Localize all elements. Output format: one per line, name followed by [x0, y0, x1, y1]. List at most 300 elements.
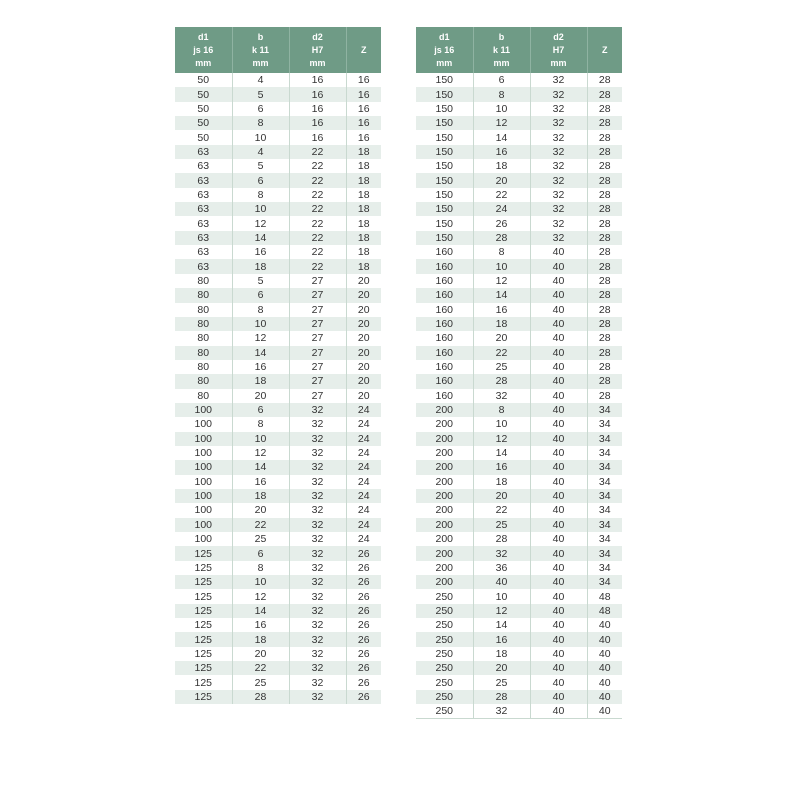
- cell-d1: 80: [175, 274, 232, 288]
- cell-z: 34: [587, 475, 622, 489]
- cell-b: 22: [232, 661, 289, 675]
- cell-d1: 125: [175, 575, 232, 589]
- cell-z: 26: [346, 675, 381, 689]
- cell-d1: 200: [416, 518, 473, 532]
- cell-b: 20: [232, 647, 289, 661]
- cell-d2: 32: [289, 518, 346, 532]
- cell-d2: 27: [289, 360, 346, 374]
- cell-b: 22: [232, 518, 289, 532]
- cell-z: 24: [346, 403, 381, 417]
- cell-z: 28: [587, 288, 622, 302]
- header-line: Z: [602, 44, 608, 55]
- table-row: [416, 173, 622, 187]
- cell-d2: 32: [530, 231, 587, 245]
- cell-z: 16: [346, 87, 381, 101]
- table-row: [175, 245, 381, 259]
- table-row: [416, 475, 622, 489]
- cell-d2: 40: [530, 303, 587, 317]
- cell-b: 12: [232, 216, 289, 230]
- cell-d1: 160: [416, 259, 473, 273]
- cell-z: 16: [346, 116, 381, 130]
- table-row: [175, 647, 381, 661]
- cell-b: 18: [232, 374, 289, 388]
- cell-d2: 32: [289, 561, 346, 575]
- cell-d1: 250: [416, 647, 473, 661]
- cell-b: 25: [232, 532, 289, 546]
- cell-z: 18: [346, 245, 381, 259]
- cell-d1: 250: [416, 632, 473, 646]
- table-row: [416, 102, 622, 116]
- cell-d2: 32: [289, 532, 346, 546]
- cell-b: 16: [473, 632, 530, 646]
- cell-d1: 100: [175, 489, 232, 503]
- table-row: [416, 460, 622, 474]
- cell-b: 25: [473, 360, 530, 374]
- cell-d1: 125: [175, 604, 232, 618]
- cell-d1: 63: [175, 216, 232, 230]
- cell-d1: 63: [175, 145, 232, 159]
- cell-z: 28: [587, 87, 622, 101]
- table-row: [175, 561, 381, 575]
- cell-d2: 32: [289, 647, 346, 661]
- header-d2-h7-mm: [289, 27, 346, 73]
- cell-d1: 150: [416, 87, 473, 101]
- table-row: [175, 202, 381, 216]
- cell-d1: 125: [175, 618, 232, 632]
- cell-d1: 250: [416, 618, 473, 632]
- cell-d2: 40: [530, 647, 587, 661]
- header-line: mm: [252, 57, 269, 68]
- table-row: [175, 216, 381, 230]
- cell-d2: 32: [289, 632, 346, 646]
- cell-z: 24: [346, 503, 381, 517]
- table-row: [175, 389, 381, 403]
- table-row: [416, 202, 622, 216]
- cell-z: 34: [587, 403, 622, 417]
- cell-z: 16: [346, 73, 381, 87]
- cell-z: 34: [587, 417, 622, 431]
- cell-b: 8: [232, 303, 289, 317]
- cell-d2: 27: [289, 274, 346, 288]
- header-line: H7: [311, 44, 324, 55]
- cell-b: 14: [232, 346, 289, 360]
- cell-z: 28: [587, 130, 622, 144]
- cell-z: 28: [587, 188, 622, 202]
- cell-z: 40: [587, 632, 622, 646]
- header-line: d1: [438, 31, 450, 42]
- cell-d1: 200: [416, 403, 473, 417]
- cell-d1: 63: [175, 259, 232, 273]
- cell-z: 34: [587, 575, 622, 589]
- header-line: Z: [361, 44, 367, 55]
- cell-d1: 160: [416, 245, 473, 259]
- cell-b: 8: [473, 245, 530, 259]
- cell-b: 28: [473, 231, 530, 245]
- cell-b: 28: [232, 690, 289, 704]
- cell-z: 26: [346, 647, 381, 661]
- cell-d2: 40: [530, 475, 587, 489]
- cell-d1: 150: [416, 159, 473, 173]
- cell-d1: 250: [416, 604, 473, 618]
- cell-b: 10: [473, 589, 530, 603]
- cell-d2: 27: [289, 346, 346, 360]
- cell-b: 22: [473, 346, 530, 360]
- cell-b: 40: [473, 575, 530, 589]
- cell-b: 6: [232, 173, 289, 187]
- cell-b: 6: [232, 403, 289, 417]
- cell-d2: 32: [530, 159, 587, 173]
- cell-d2: 22: [289, 173, 346, 187]
- table-row: [416, 489, 622, 503]
- cell-d1: 125: [175, 561, 232, 575]
- cell-d2: 32: [289, 575, 346, 589]
- table-row: [416, 575, 622, 589]
- cell-d2: 16: [289, 102, 346, 116]
- header-b-k11-mm: [473, 27, 530, 73]
- header-line: mm: [493, 57, 510, 68]
- table-row: [416, 417, 622, 431]
- cell-b: 8: [473, 403, 530, 417]
- table-row: [175, 317, 381, 331]
- cell-d2: 32: [530, 202, 587, 216]
- cell-z: 34: [587, 432, 622, 446]
- header-line: mm: [550, 57, 567, 68]
- cell-d1: 100: [175, 503, 232, 517]
- table-row: [416, 690, 622, 704]
- table-row: [416, 618, 622, 632]
- cell-d1: 160: [416, 374, 473, 388]
- cell-d2: 32: [530, 216, 587, 230]
- cell-z: 28: [587, 374, 622, 388]
- cell-z: 24: [346, 460, 381, 474]
- table-row: [175, 460, 381, 474]
- table-row: [175, 87, 381, 101]
- cell-d2: 32: [289, 661, 346, 675]
- cell-d2: 40: [530, 331, 587, 345]
- cell-b: 12: [232, 331, 289, 345]
- cell-d2: 16: [289, 116, 346, 130]
- cell-b: 22: [473, 188, 530, 202]
- cell-z: 20: [346, 274, 381, 288]
- cell-d1: 150: [416, 73, 473, 87]
- cell-z: 40: [587, 704, 622, 719]
- cell-b: 24: [473, 202, 530, 216]
- cell-d2: 27: [289, 389, 346, 403]
- table-row: [416, 145, 622, 159]
- cell-b: 14: [473, 130, 530, 144]
- table-row: [175, 632, 381, 646]
- cell-d1: 50: [175, 116, 232, 130]
- cell-z: 34: [587, 546, 622, 560]
- cell-z: 28: [587, 245, 622, 259]
- table-row: [416, 188, 622, 202]
- header-line: b: [257, 31, 264, 42]
- table-row: [416, 331, 622, 345]
- cell-b: 14: [232, 231, 289, 245]
- cell-z: 26: [346, 546, 381, 560]
- cell-z: 24: [346, 475, 381, 489]
- cell-b: 10: [232, 432, 289, 446]
- cell-b: 25: [232, 675, 289, 689]
- table-row: [416, 245, 622, 259]
- table-row: [416, 360, 622, 374]
- header-line: mm: [309, 57, 326, 68]
- table-row: [416, 87, 622, 101]
- cell-d2: 40: [530, 589, 587, 603]
- cell-d1: 100: [175, 403, 232, 417]
- cell-d2: 32: [289, 417, 346, 431]
- dimension-table-left: [175, 27, 381, 704]
- table-row: [175, 159, 381, 173]
- cell-z: 34: [587, 446, 622, 460]
- cell-z: 28: [587, 231, 622, 245]
- table-row: [175, 432, 381, 446]
- table-row: [416, 432, 622, 446]
- table-row: [175, 360, 381, 374]
- cell-b: 10: [473, 417, 530, 431]
- cell-d1: 160: [416, 346, 473, 360]
- cell-d2: 22: [289, 159, 346, 173]
- cell-d2: 22: [289, 216, 346, 230]
- cell-b: 12: [232, 446, 289, 460]
- table-row: [175, 274, 381, 288]
- cell-z: 18: [346, 145, 381, 159]
- cell-d1: 160: [416, 360, 473, 374]
- cell-b: 14: [473, 618, 530, 632]
- cell-b: 25: [473, 675, 530, 689]
- cell-d1: 63: [175, 173, 232, 187]
- cell-d1: 200: [416, 575, 473, 589]
- cell-z: 18: [346, 188, 381, 202]
- table-row: [175, 374, 381, 388]
- cell-d2: 32: [530, 116, 587, 130]
- cell-d1: 100: [175, 432, 232, 446]
- table-row: [416, 288, 622, 302]
- header-line: mm: [195, 57, 212, 68]
- cell-d2: 22: [289, 245, 346, 259]
- cell-d1: 50: [175, 73, 232, 87]
- table-row: [175, 589, 381, 603]
- table-row: [175, 403, 381, 417]
- cell-d1: 150: [416, 188, 473, 202]
- cell-d2: 16: [289, 130, 346, 144]
- cell-z: 16: [346, 102, 381, 116]
- cell-b: 10: [473, 102, 530, 116]
- cell-z: 26: [346, 604, 381, 618]
- header-line: mm: [436, 57, 453, 68]
- cell-d1: 200: [416, 561, 473, 575]
- cell-d1: 150: [416, 145, 473, 159]
- cell-z: 18: [346, 231, 381, 245]
- cell-d1: 63: [175, 202, 232, 216]
- cell-b: 5: [232, 159, 289, 173]
- cell-b: 10: [232, 202, 289, 216]
- cell-d1: 200: [416, 432, 473, 446]
- cell-d1: 125: [175, 589, 232, 603]
- cell-b: 8: [232, 116, 289, 130]
- cell-d1: 63: [175, 188, 232, 202]
- table-row: [175, 346, 381, 360]
- cell-z: 20: [346, 389, 381, 403]
- table-row: [175, 546, 381, 560]
- table-row: [175, 417, 381, 431]
- cell-d2: 32: [289, 589, 346, 603]
- cell-z: 40: [587, 661, 622, 675]
- cell-z: 28: [587, 331, 622, 345]
- table-row: [416, 389, 622, 403]
- cell-d1: 200: [416, 503, 473, 517]
- cell-b: 20: [232, 389, 289, 403]
- cell-b: 6: [232, 546, 289, 560]
- table-row: [416, 446, 622, 460]
- cell-d2: 40: [530, 518, 587, 532]
- table-row: [416, 216, 622, 230]
- cell-z: 28: [587, 116, 622, 130]
- cell-d2: 22: [289, 231, 346, 245]
- cell-b: 12: [473, 604, 530, 618]
- table-row: [416, 518, 622, 532]
- cell-d2: 32: [289, 446, 346, 460]
- cell-d1: 200: [416, 489, 473, 503]
- cell-d2: 32: [289, 503, 346, 517]
- table-row: [175, 116, 381, 130]
- table-row: [175, 231, 381, 245]
- cell-z: 28: [587, 346, 622, 360]
- cell-d1: 80: [175, 389, 232, 403]
- cell-b: 18: [232, 632, 289, 646]
- cell-d2: 32: [289, 690, 346, 704]
- cell-b: 18: [473, 475, 530, 489]
- cell-d1: 150: [416, 102, 473, 116]
- cell-b: 10: [232, 317, 289, 331]
- cell-b: 8: [232, 561, 289, 575]
- cell-z: 28: [587, 202, 622, 216]
- cell-d1: 200: [416, 532, 473, 546]
- cell-d2: 40: [530, 618, 587, 632]
- cell-d1: 160: [416, 331, 473, 345]
- cell-d1: 125: [175, 546, 232, 560]
- cell-d1: 100: [175, 518, 232, 532]
- cell-z: 34: [587, 561, 622, 575]
- cell-b: 18: [473, 647, 530, 661]
- cell-b: 16: [473, 145, 530, 159]
- cell-d2: 40: [530, 661, 587, 675]
- cell-z: 20: [346, 360, 381, 374]
- cell-z: 28: [587, 216, 622, 230]
- cell-d1: 160: [416, 288, 473, 302]
- cell-z: 48: [587, 604, 622, 618]
- table-row: [416, 130, 622, 144]
- cell-z: 28: [587, 303, 622, 317]
- cell-b: 18: [473, 159, 530, 173]
- cell-z: 26: [346, 632, 381, 646]
- cell-z: 28: [587, 274, 622, 288]
- cell-d1: 80: [175, 288, 232, 302]
- cell-d2: 32: [530, 87, 587, 101]
- table-row: [416, 274, 622, 288]
- cell-d1: 50: [175, 87, 232, 101]
- table-row: [175, 604, 381, 618]
- table-row: [175, 575, 381, 589]
- cell-b: 5: [232, 274, 289, 288]
- cell-b: 32: [473, 389, 530, 403]
- table-row: [175, 173, 381, 187]
- header-d1-js16-mm: [416, 27, 473, 73]
- cell-d1: 63: [175, 159, 232, 173]
- cell-z: 20: [346, 346, 381, 360]
- cell-d2: 32: [289, 489, 346, 503]
- cell-d2: 40: [530, 675, 587, 689]
- cell-d1: 150: [416, 216, 473, 230]
- cell-z: 18: [346, 173, 381, 187]
- cell-b: 28: [473, 690, 530, 704]
- header-line: d2: [553, 31, 564, 42]
- cell-b: 4: [232, 73, 289, 87]
- cell-b: 25: [473, 518, 530, 532]
- cell-d1: 125: [175, 632, 232, 646]
- table-row: [175, 503, 381, 517]
- cell-d2: 22: [289, 259, 346, 273]
- cell-d1: 200: [416, 475, 473, 489]
- cell-z: 28: [587, 259, 622, 273]
- cell-d2: 40: [530, 374, 587, 388]
- table-row: [416, 346, 622, 360]
- header-line: b: [498, 31, 505, 42]
- cell-d2: 32: [289, 460, 346, 474]
- table-row: [416, 661, 622, 675]
- cell-d2: 40: [530, 346, 587, 360]
- cell-z: 18: [346, 259, 381, 273]
- cell-d1: 100: [175, 460, 232, 474]
- cell-d2: 40: [530, 360, 587, 374]
- header-z: [346, 27, 381, 73]
- cell-d2: 32: [289, 403, 346, 417]
- table-row: [416, 532, 622, 546]
- table-row: [175, 475, 381, 489]
- table-row: [416, 259, 622, 273]
- cell-z: 26: [346, 561, 381, 575]
- cell-b: 16: [473, 303, 530, 317]
- cell-d2: 40: [530, 417, 587, 431]
- cell-z: 34: [587, 489, 622, 503]
- cell-b: 32: [473, 704, 530, 719]
- table-row: [175, 145, 381, 159]
- cell-d1: 80: [175, 374, 232, 388]
- cell-b: 28: [473, 532, 530, 546]
- cell-z: 24: [346, 532, 381, 546]
- cell-d2: 27: [289, 303, 346, 317]
- table-row: [416, 647, 622, 661]
- cell-d1: 200: [416, 446, 473, 460]
- table-row: [175, 489, 381, 503]
- cell-d1: 63: [175, 231, 232, 245]
- table-row: [175, 73, 381, 87]
- table-row: [416, 632, 622, 646]
- cell-b: 16: [232, 245, 289, 259]
- table-row: [175, 690, 381, 704]
- cell-b: 14: [473, 446, 530, 460]
- cell-b: 8: [232, 188, 289, 202]
- table-row: [416, 317, 622, 331]
- cell-d2: 40: [530, 446, 587, 460]
- cell-d2: 40: [530, 460, 587, 474]
- cell-d2: 40: [530, 245, 587, 259]
- cell-z: 28: [587, 145, 622, 159]
- table-row: [416, 73, 622, 87]
- cell-b: 6: [232, 102, 289, 116]
- cell-d2: 22: [289, 202, 346, 216]
- header-row: [416, 27, 622, 73]
